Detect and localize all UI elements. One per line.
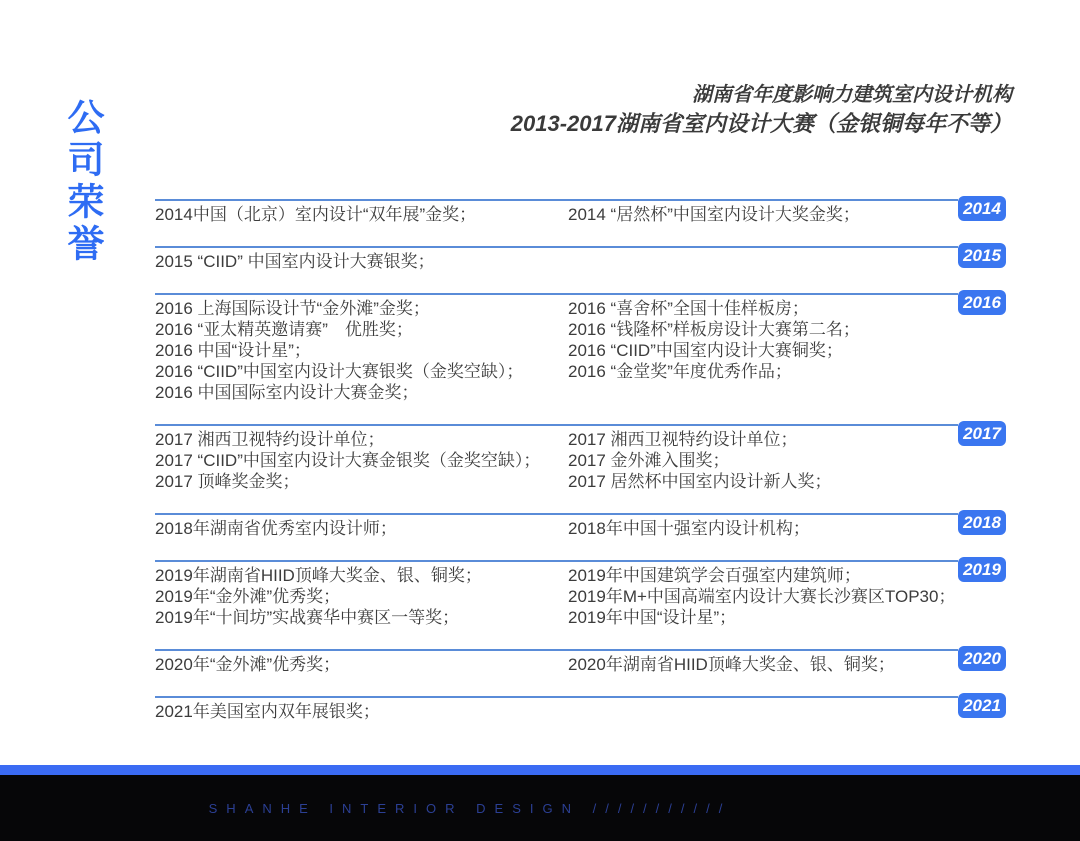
award-columns xyxy=(155,518,1006,539)
divider-line xyxy=(155,513,958,515)
award-item: 2020年湖南省HIID顶峰大奖金、银、铜奖； xyxy=(568,655,895,674)
awards-col-left xyxy=(155,518,568,539)
award-columns xyxy=(155,429,1006,492)
year-badge: 2015 xyxy=(958,243,1006,268)
awards-col-right xyxy=(568,654,1006,675)
award-item: 2016 “喜舍杯”全国十佳样板房； xyxy=(568,299,809,318)
year-badge: 2020 xyxy=(958,646,1006,671)
award-row xyxy=(155,246,1006,293)
award-columns xyxy=(155,565,1006,628)
divider-line xyxy=(155,293,958,295)
award-row xyxy=(155,513,1006,560)
bottom-accent-bar xyxy=(0,765,1080,775)
award-item: 2019年“十间坊”实战赛华中赛区一等奖； xyxy=(155,608,460,627)
award-item: 2019年“金外滩”优秀奖； xyxy=(155,587,341,606)
header xyxy=(0,82,1012,139)
header-line1: 湖南省年度影响力建筑室内设计机构 xyxy=(692,84,1012,106)
awards-col-right xyxy=(568,204,1006,225)
page-title-vertical: 公司荣誉 xyxy=(62,98,103,266)
award-columns xyxy=(155,654,1006,675)
award-item: 2016 “钱隆杯”样板房设计大赛第二名； xyxy=(568,320,860,339)
header-line2: 2013-2017湖南省室内设计大赛（金银铜每年不等） xyxy=(510,111,1012,136)
award-row xyxy=(155,199,1006,246)
award-item: 2016 中国“设计星”； xyxy=(155,341,311,360)
year-badge: 2021 xyxy=(958,693,1006,718)
award-item: 2017 金外滩入围奖； xyxy=(568,451,730,470)
award-item: 2017 居然杯中国室内设计新人奖； xyxy=(568,472,832,491)
award-row xyxy=(155,649,1006,696)
awards-col-left xyxy=(155,204,568,225)
award-item: 2015 “CIID” 中国室内设计大赛银奖； xyxy=(155,252,435,271)
awards-col-right xyxy=(568,565,1006,628)
award-item: 2017 湘西卫视特约设计单位； xyxy=(155,430,385,449)
award-item: 2016 “金堂奖”年度优秀作品； xyxy=(568,362,792,381)
divider-line xyxy=(155,560,958,562)
award-row xyxy=(155,424,1006,513)
award-item: 2019年中国“设计星”； xyxy=(568,608,737,627)
award-item: 2021年美国室内双年展银奖； xyxy=(155,702,380,721)
awards-col-right xyxy=(568,298,1006,403)
footer xyxy=(0,775,1080,841)
divider-line xyxy=(155,246,958,248)
year-badge: 2018 xyxy=(958,510,1006,535)
award-item: 2020年“金外滩”优秀奖； xyxy=(155,655,341,674)
award-row xyxy=(155,696,1006,743)
footer-brand-text: SHANHE INTERIOR DESIGN /////////// xyxy=(208,800,732,816)
award-item: 2016 “CIID”中国室内设计大赛铜奖； xyxy=(568,341,843,360)
divider-line xyxy=(155,696,958,698)
awards-col-left xyxy=(155,565,568,628)
award-columns xyxy=(155,204,1006,225)
award-item: 2019年湖南省HIID顶峰大奖金、银、铜奖； xyxy=(155,566,482,585)
award-row xyxy=(155,293,1006,424)
year-badge: 2016 xyxy=(958,290,1006,315)
award-row xyxy=(155,560,1006,649)
awards-col-right xyxy=(568,251,1006,272)
divider-line xyxy=(155,424,958,426)
divider-line xyxy=(155,199,958,201)
awards-list xyxy=(155,199,1006,743)
award-item: 2019年中国建筑学会百强室内建筑师； xyxy=(568,566,861,585)
awards-col-left xyxy=(155,298,568,403)
award-item: 2019年M+中国高端室内设计大赛长沙赛区TOP30； xyxy=(568,587,956,606)
awards-col-left xyxy=(155,654,568,675)
award-item: 2016 上海国际设计节“金外滩”金奖； xyxy=(155,299,430,318)
award-item: 2016 “CIID”中国室内设计大赛银奖（金奖空缺）； xyxy=(155,362,524,381)
award-item: 2016 中国国际室内设计大赛金奖； xyxy=(155,383,419,402)
award-columns xyxy=(155,298,1006,403)
award-item: 2017 “CIID”中国室内设计大赛金银奖（金奖空缺）； xyxy=(155,451,541,470)
awards-col-right xyxy=(568,429,1006,492)
award-item: 2016 “亚太精英邀请赛” 优胜奖； xyxy=(155,320,413,339)
award-columns xyxy=(155,701,1006,722)
award-item: 2017 顶峰奖金奖； xyxy=(155,472,300,491)
year-badge: 2019 xyxy=(958,557,1006,582)
awards-col-left xyxy=(155,429,568,492)
year-badge: 2014 xyxy=(958,196,1006,221)
award-item: 2018年湖南省优秀室内设计师； xyxy=(155,519,397,538)
awards-col-right xyxy=(568,518,1006,539)
award-item: 2018年中国十强室内设计机构； xyxy=(568,519,810,538)
award-item: 2014 “居然杯”中国室内设计大奖金奖； xyxy=(568,205,860,224)
awards-col-right xyxy=(568,701,1006,722)
year-badge: 2017 xyxy=(958,421,1006,446)
award-item: 2017 湘西卫视特约设计单位； xyxy=(568,430,798,449)
award-columns xyxy=(155,251,1006,272)
award-item: 2014中国（北京）室内设计“双年展”金奖； xyxy=(155,205,477,224)
awards-col-left xyxy=(155,701,568,722)
divider-line xyxy=(155,649,958,651)
awards-col-left xyxy=(155,251,568,272)
